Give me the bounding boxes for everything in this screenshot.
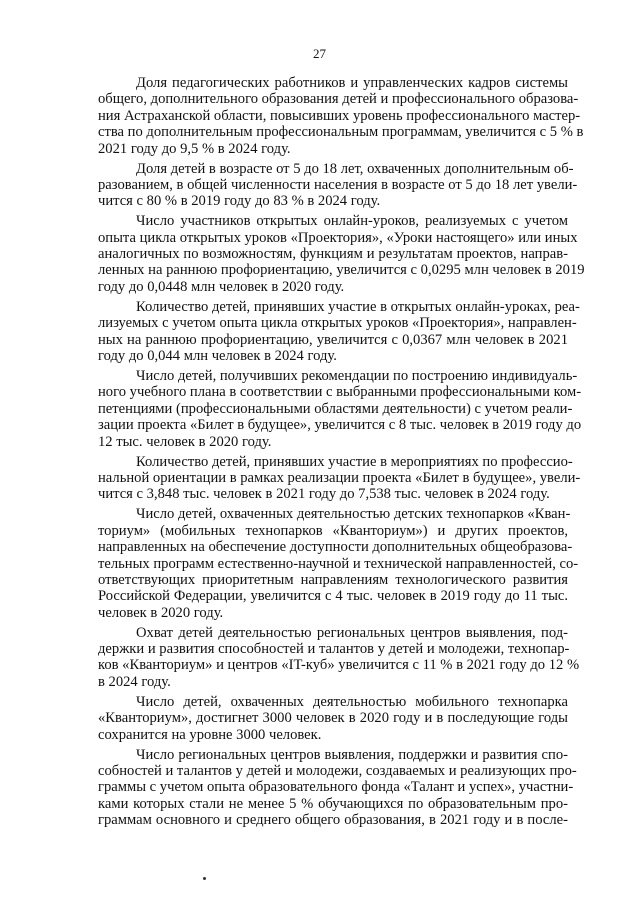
text-line: Количество детей, принявших участие в мероприятиях по профессио- [136, 453, 573, 470]
text-line: Число участников открытых онлайн-уроков, реализуемых с учетом [136, 213, 568, 230]
text-line: человек в 2020 году. [98, 604, 224, 621]
text-line: Охват детей деятельностью региональных центров выявления, под- [136, 624, 568, 641]
text-line: лизуемых с учетом опыта цикла открытых уроков «Проектория», направлен- [98, 315, 577, 332]
text-line: ных на раннюю профориентацию, увеличится с 0,0367 млн человек в 2021 [98, 331, 568, 348]
text-line: Число региональных центров выявления, поддержки и развития спо- [136, 746, 568, 763]
text-line: 12 тыс. человек в 2020 году. [98, 433, 272, 450]
paragraph [98, 453, 581, 503]
paragraph [98, 506, 579, 621]
text-line: петенциями (профессиональными областями деятельности) с учетом реали- [98, 400, 573, 417]
paragraph [98, 160, 578, 210]
text-line: ответствующих приоритетным направлениям технологического развития [98, 571, 568, 588]
text-line: ков «Кванториум» и центров «IT-куб» увеличится с 11 % в 2021 году до 12 % [98, 657, 580, 674]
text-line: ния Астраханской области, повысивших уровень профессионального мастер- [98, 107, 581, 124]
text-line: опыта цикла открытых уроков «Проектория», «Уроки настоящего» или иных [98, 229, 578, 246]
paragraph [98, 75, 584, 157]
text-line: в 2024 году. [98, 673, 171, 690]
text-line: ториум» (мобильных технопарков «Кванториум») и других проектов, [98, 522, 568, 539]
text-line: общего, дополнительного образования детей и профессионального образова- [98, 91, 579, 108]
text-line: Число детей, охваченных деятельностью детских технопарков «Кван- [136, 506, 571, 523]
paragraph [98, 624, 580, 691]
text-line: направленных на обеспечение доступности дополнительных общеобразова- [98, 539, 573, 556]
text-line: 2021 году до 9,5 % в 2024 году. [98, 140, 291, 157]
text-line: году до 0,044 млн человек в 2024 году. [98, 348, 337, 365]
text-line: чится с 3,848 тыс. человек в 2021 году до 7,538 тыс. человек в 2024 году. [98, 486, 550, 503]
text-line: нальной ориентации в рамках реализации проекта «Билет в будущее», увели- [98, 469, 581, 486]
text-line: граммам основного и среднего общего образования, в 2021 году и в после- [98, 812, 568, 829]
text-line: Число детей, охваченных деятельностью мобильного технопарка [136, 693, 568, 710]
text-line: ного учебного плана в соответствии с выбранными профессиональными ком- [98, 384, 582, 401]
text-line: держки и развития способностей и талантов у детей и молодежи, технопар- [98, 641, 570, 658]
text-line: аналогичных по возможностям, функциям и результатам проектов, направ- [98, 246, 568, 263]
text-line: чится с 80 % в 2019 году до 83 % в 2024 году. [98, 193, 381, 210]
text-line: тельных программ естественно-научной и технической направленностей, со- [98, 555, 579, 572]
text-line: ленных на раннюю профориентацию, увеличится с 0,0295 млн человек в 2019 [98, 262, 585, 279]
paragraph [98, 368, 582, 450]
text-line: собностей и талантов у детей и молодежи, создаваемых и реализующих про- [98, 762, 577, 779]
text-line: сохранится на уровне 3000 человек. [98, 726, 322, 743]
text-line: зации проекта «Билет в будущее», увеличится с 8 тыс. человек в 2019 году до [98, 417, 582, 434]
text-line: ства по дополнительным профессиональным программам, увеличится с 5 % в [98, 124, 584, 141]
paragraph [98, 694, 568, 743]
text-line: ками которых стали не менее 5 % обучающихся по образовательным про- [98, 795, 568, 812]
document-body [98, 75, 585, 832]
text-line: Количество детей, принявших участие в открытых онлайн-уроках, реа- [136, 298, 580, 315]
text-line: разованием, в общей численности населения в возрасте от 5 до 18 лет увели- [98, 176, 578, 193]
text-line: Доля детей в возрасте от 5 до 18 лет, охваченных дополнительным об- [136, 160, 574, 177]
text-line: Число детей, получивших рекомендации по построению индивидуаль- [136, 368, 578, 385]
text-line: «Кванториум», достигнет 3000 человек в 2020 году и в последующие годы [98, 710, 568, 727]
scan-speck [203, 877, 206, 880]
paragraph [98, 298, 580, 365]
text-line: году до 0,0448 млн человек в 2020 году. [98, 278, 345, 295]
text-line: граммы с учетом опыта образовательного фонда «Талант и успех», участни- [98, 779, 574, 796]
text-line: Российской Федерации, увеличится с 4 тыс. человек в 2019 году до 11 тыс. [98, 588, 568, 605]
text-line: Доля педагогических работников и управленческих кадров системы [136, 75, 568, 91]
paragraph [98, 746, 577, 829]
page-number: 27 [313, 46, 326, 61]
paragraph [98, 213, 585, 295]
